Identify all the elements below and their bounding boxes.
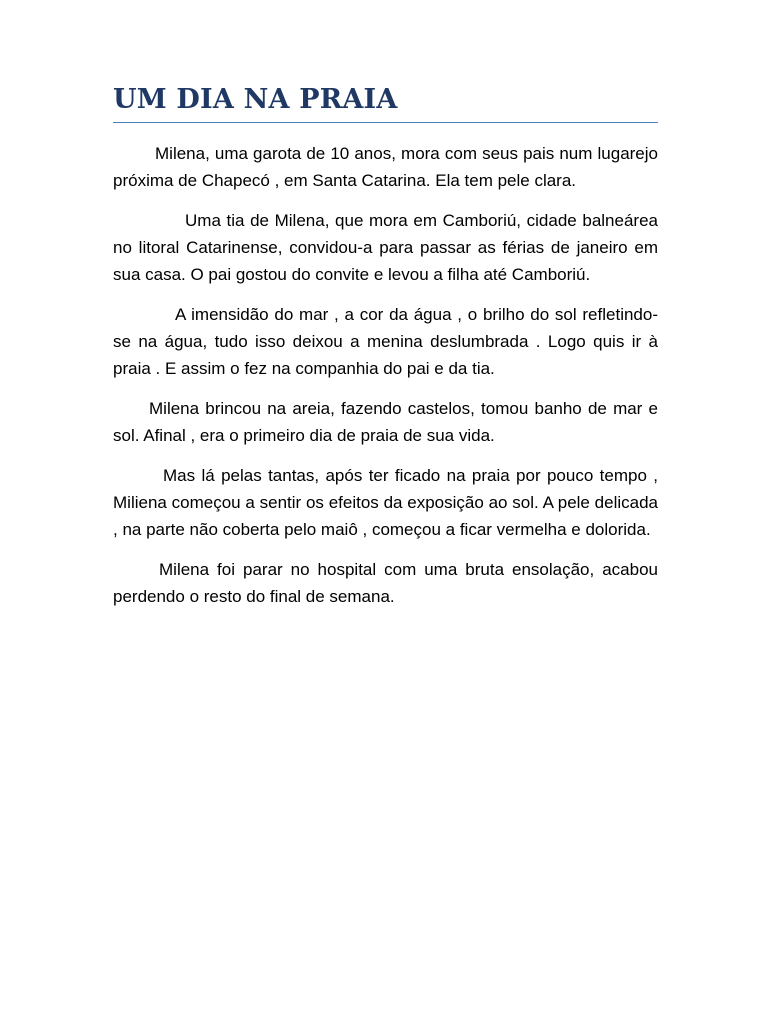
paragraph-4: Milena brincou na areia, fazendo castelos, tomou banho de mar e sol. Afinal , era o primeiro dia de praia de sua vida. <box>113 399 658 446</box>
document-body <box>113 140 658 610</box>
paragraph-5: Mas lá pelas tantas, após ter ficado na praia por pouco tempo , Miliena começou a sentir os efeitos da exposição ao sol. A pele delicada , na parte não coberta pelo maiô , começou a ficar vermelha e dolorida. <box>113 466 658 540</box>
document-title: UM DIA NA PRAIA <box>113 84 658 123</box>
paragraph-3: A imensidão do mar , a cor da água , o brilho do sol refletindo-se na água, tudo isso deixou a menina deslumbrada . Logo quis ir à praia . E assim o fez na companhia do pai e da tia. <box>113 305 658 379</box>
paragraph-1: Milena, uma garota de 10 anos, mora com seus pais num lugarejo próxima de Chapecó , em Santa Catarina. Ela tem pele clara. <box>113 144 658 191</box>
paragraph-2: Uma tia de Milena, que mora em Camboriú, cidade balneárea no litoral Catarinense, convidou-a para passar as férias de janeiro em sua casa. O pai gostou do convite e levou a filha até Camboriú. <box>113 211 658 285</box>
document-page <box>113 84 658 623</box>
paragraph-6: Milena foi parar no hospital com uma bruta ensolação, acabou perdendo o resto do final de semana. <box>113 560 658 607</box>
